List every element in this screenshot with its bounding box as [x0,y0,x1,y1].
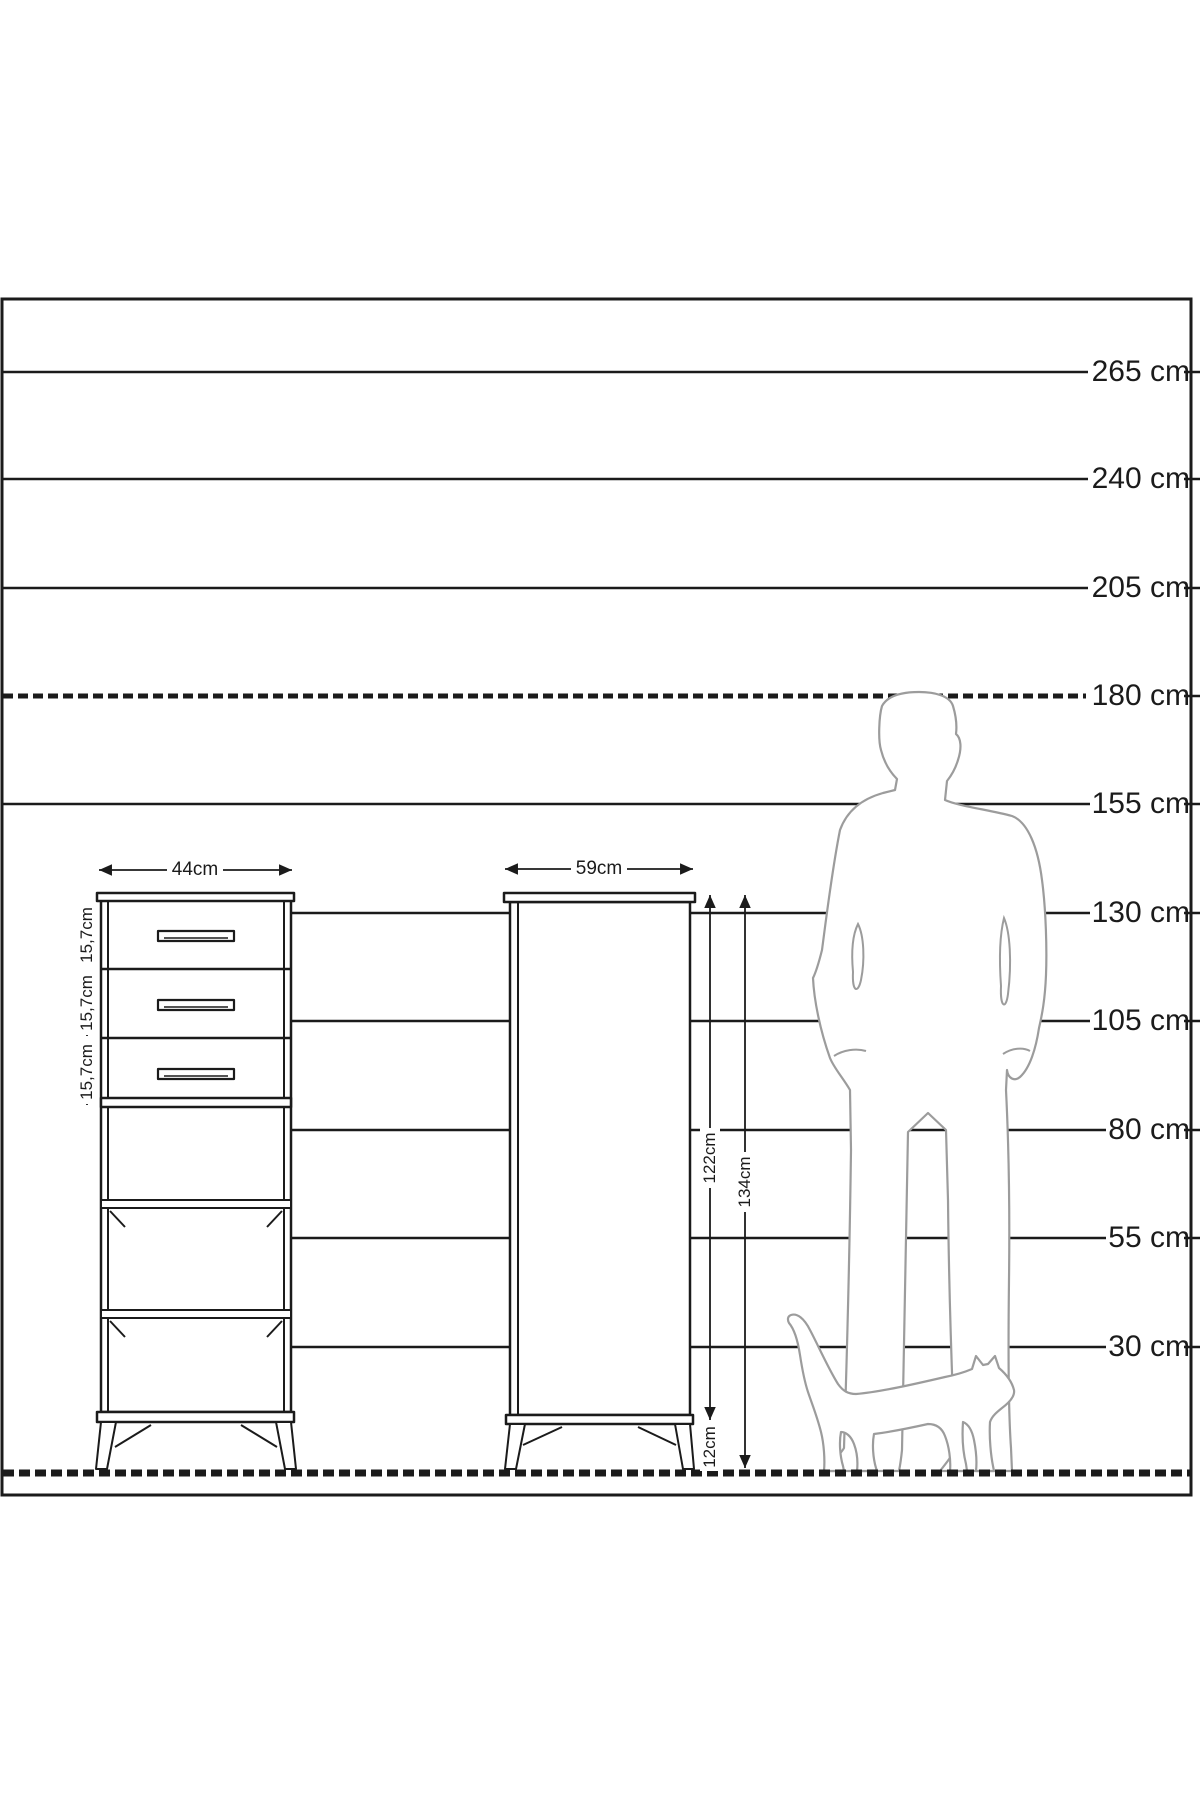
drawer-height-label-3: 15,7cm [77,1040,97,1104]
scale-label-180: 180 cm [1091,679,1190,712]
left-cabinet-width-label: 44cm [167,859,223,881]
drawer-height-label-1: 15,7cm [77,903,97,967]
right-cabinet-body-height-label: 122cm [700,1128,720,1188]
drawer-height-label-2: 15,7cm [77,971,97,1035]
scale-label-240: 240 cm [1091,462,1190,495]
person-silhouette [813,692,1046,1471]
scale-label-30: 30 cm [1108,1330,1190,1363]
scale-label-155: 155 cm [1091,787,1190,820]
scale-label-55: 55 cm [1108,1221,1190,1254]
left-cabinet-legs [96,1422,296,1469]
right-cabinet-leg-height-label: 12cm [700,1423,720,1471]
right-cabinet-legs [505,1424,694,1469]
right-cabinet-width-label: 59cm [571,858,627,880]
scale-label-205: 205 cm [1091,571,1190,604]
scale-label-265: 265 cm [1091,355,1190,388]
scale-label-130: 130 cm [1091,896,1190,929]
scale-label-80: 80 cm [1108,1113,1190,1146]
left-cabinet-drawing [96,893,296,1469]
right-cabinet-drawing [504,893,695,1469]
scale-label-105: 105 cm [1091,1004,1190,1037]
right-cabinet-total-height-label: 134cm [735,1152,755,1212]
